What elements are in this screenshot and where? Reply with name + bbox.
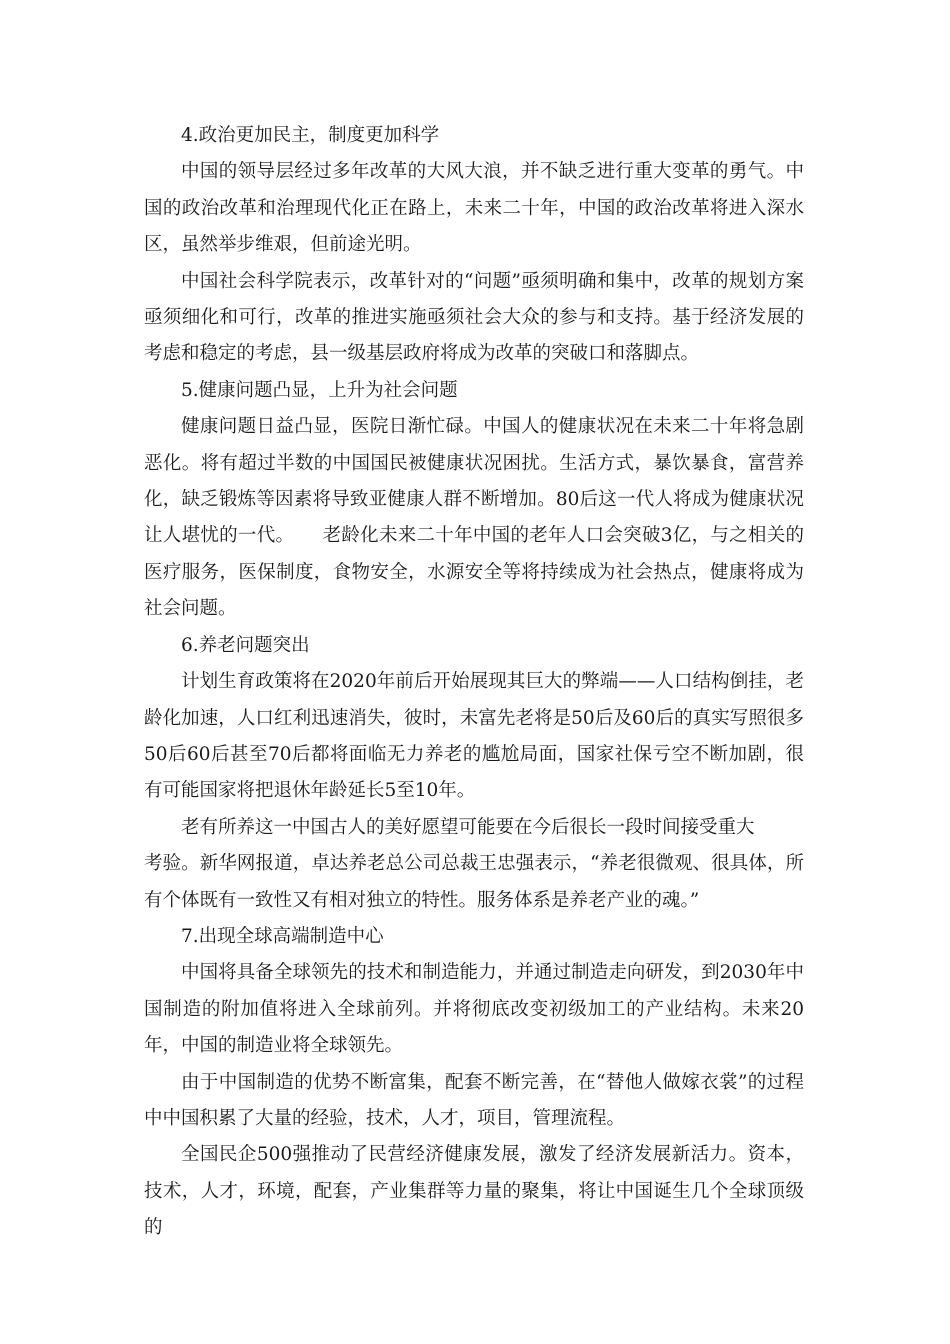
body-paragraph: 中国的领导层经过多年改革的大风大浪，并不缺乏进行重大变革的勇气。中国的政治改革和治理现代化正在路上，未来二十年，中国的政治改革将进入深水区，虽然举步维艰，但前途光明。 xyxy=(144,161,804,256)
body-paragraph: 中国社会科学院表示，改革针对的“问题”亟须明确和集中，改革的规划方案亟须细化和可行，改革的推进实施亟须社会大众的参与和支持。基于经济发展的考虑和稳定的考虑，县一级基层政府将成为改革的突破口和落脚点。 xyxy=(144,270,804,365)
body-paragraph-continued: 考验。新华网报道，卓达养老总公司总裁王忠强表示，“养老很微观、很具体，所有个体既有一致性又有相对独立的特性。服务体系是养老产业的魂。” xyxy=(144,853,804,911)
section-heading-6: 6.养老问题突出 xyxy=(181,634,310,656)
section-heading-5: 5.健康问题凸显，上升为社会问题 xyxy=(181,379,458,401)
section-heading-4: 4.政治更加民主，制度更加科学 xyxy=(181,125,440,146)
section-heading-7: 7.出现全球高端制造中心 xyxy=(181,925,384,947)
body-paragraph: 全国民企500强推动了民营经济健康发展，激发了经济发展新活力。资本，技术，人才，环境，配套，产业集群等力量的聚集，将让中国诞生几个全球顶级的 xyxy=(144,1144,804,1239)
body-paragraph: 由于中国制造的优势不断富集，配套不断完善，在“替他人做嫁衣裳”的过程中中国积累了大量的经验，技术，人才，项目，管理流程。 xyxy=(144,1071,804,1129)
body-paragraph: 老有所养这一中国古人的美好愿望可能要在今后很长一段时间接受重大 xyxy=(181,816,755,838)
body-paragraph: 计划生育政策将在2020年前后开始展现其巨大的弊端——人口结构倒挂，老龄化加速，人口红利迅速消失，彼时，未富先老将是50后及60后的真实写照很多50后60后甚至70后都将面临无力养老的尴尬局面，国家社保亏空不断加剧，很有可能国家将把退休年龄延长5至10年。 xyxy=(144,671,804,802)
body-paragraph: 健康问题日益凸显，医院日渐忙碌。中国人的健康状况在未来二十年将急剧恶化。将有超过半数的中国国民被健康状况困扰。生活方式，暴饮暴食，富营养化，缺乏锻炼等因素将导致亚健康人群不断增加。80后这一代人将成为健康状况让人堪忧的一代。 老龄化未来二十年中国的老年人口会突破3亿，与之相关的医疗服务，医保制度，食物安全，水源安全等将持续成为社会热点，健康将成为社会问题。 xyxy=(144,416,804,620)
document-body xyxy=(144,118,804,1247)
body-paragraph: 中国将具备全球领先的技术和制造能力，并通过制造走向研发，到2030年中国制造的附加值将进入全球前列。并将彻底改变初级加工的产业结构。未来20年，中国的制造业将全球领先。 xyxy=(144,962,804,1057)
